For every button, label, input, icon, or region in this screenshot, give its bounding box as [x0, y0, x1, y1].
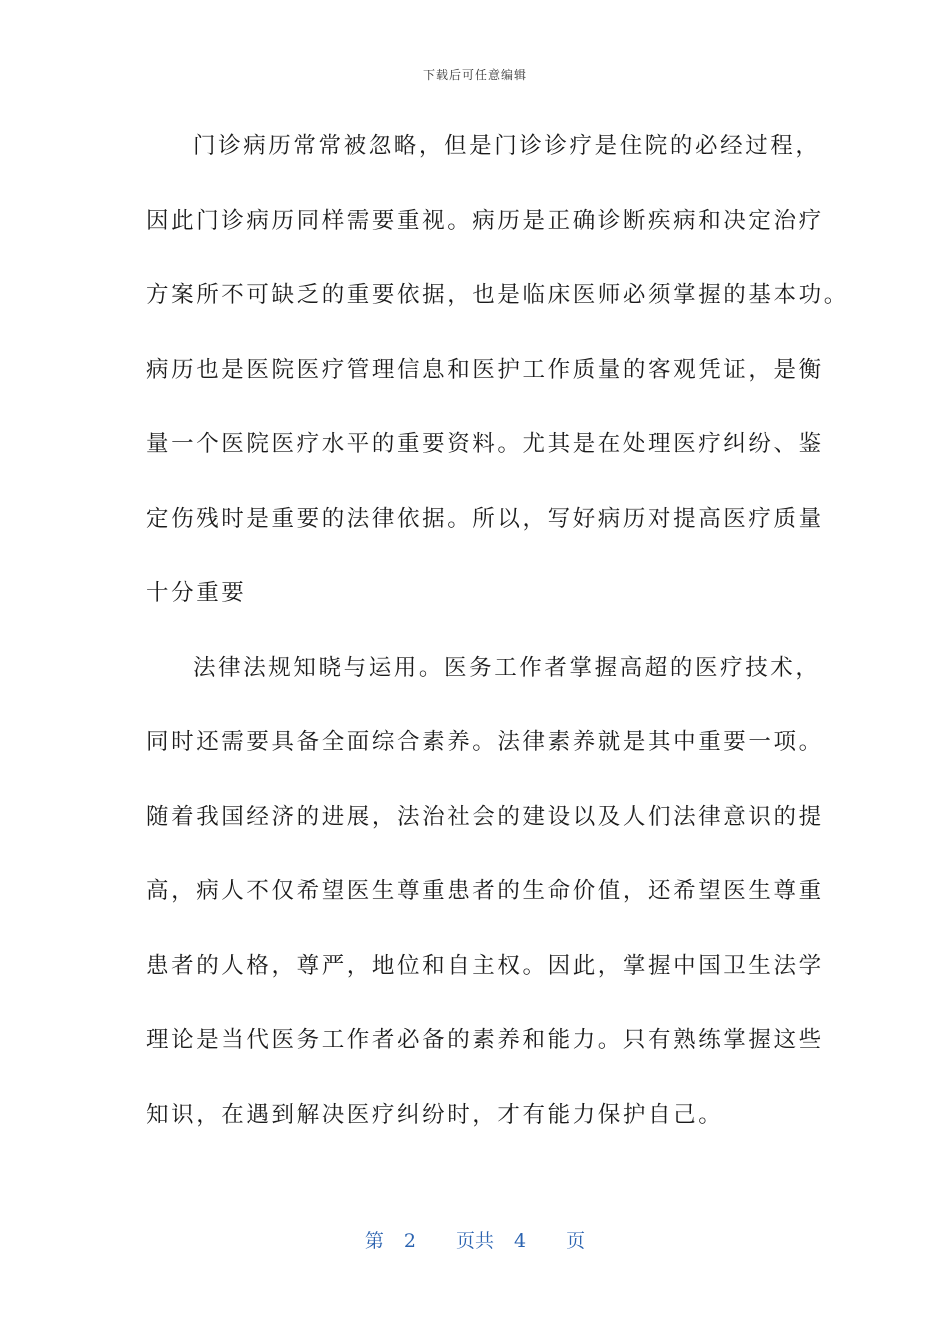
paragraph-2-line-5: 患者的人格，尊严，地位和自主权。因此，掌握中国卫生法学: [146, 952, 824, 979]
paragraph-2-line-4: 高，病人不仅希望医生尊重患者的生命价值，还希望医生尊重: [146, 878, 824, 904]
paragraph-1-line-4: 病历也是医院医疗管理信息和医护工作质量的客观凭证，是衡: [146, 356, 824, 383]
paragraph-2-line-1: 法律法规知晓与运用。医务工作者掌握高超的医疗技术，: [193, 654, 821, 681]
paragraph-1-line-3: 方案所不可缺乏的重要依据，也是临床医师必须掌握的基本功。: [146, 282, 849, 308]
paragraph-1-line-5: 量一个医院医疗水平的重要资料。尤其是在处理医疗纠纷、鉴: [146, 431, 824, 457]
page-footer: [0, 1226, 950, 1253]
paragraph-1-line-7: 十分重要: [146, 580, 247, 606]
footer-prefix: 第: [364, 1230, 384, 1252]
paragraph-2-line-7: 知识，在遇到解决医疗纠纷时，才有能力保护自己。: [146, 1101, 724, 1128]
paragraph-2-line-2: 同时还需要具备全面综合素养。法律素养就是其中重要一项。: [146, 729, 824, 755]
document-body: [146, 128, 849, 1171]
footer-total-pages: 4: [514, 1230, 527, 1252]
footer-current-page: 2: [403, 1230, 416, 1252]
footer-middle: 页共: [455, 1230, 494, 1252]
footer-suffix: 页: [566, 1230, 586, 1252]
page-header: 下载后可任意编辑: [422, 68, 527, 82]
paragraph-2-line-6: 理论是当代医务工作者必备的素养和能力。只有熟练掌握这些: [146, 1027, 824, 1053]
paragraph-1-line-2: 因此门诊病历同样需要重视。病历是正确诊断疾病和决定治疗: [146, 207, 824, 234]
paragraph-1-line-1: 门诊病历常常被忽略，但是门诊诊疗是住院的必经过程，: [193, 133, 821, 159]
paragraph-1-line-6: 定伤残时是重要的法律依据。所以，写好病历对提高医疗质量: [146, 505, 824, 532]
paragraph-2-line-3: 随着我国经济的进展，法治社会的建设以及人们法律意识的提: [146, 803, 824, 830]
